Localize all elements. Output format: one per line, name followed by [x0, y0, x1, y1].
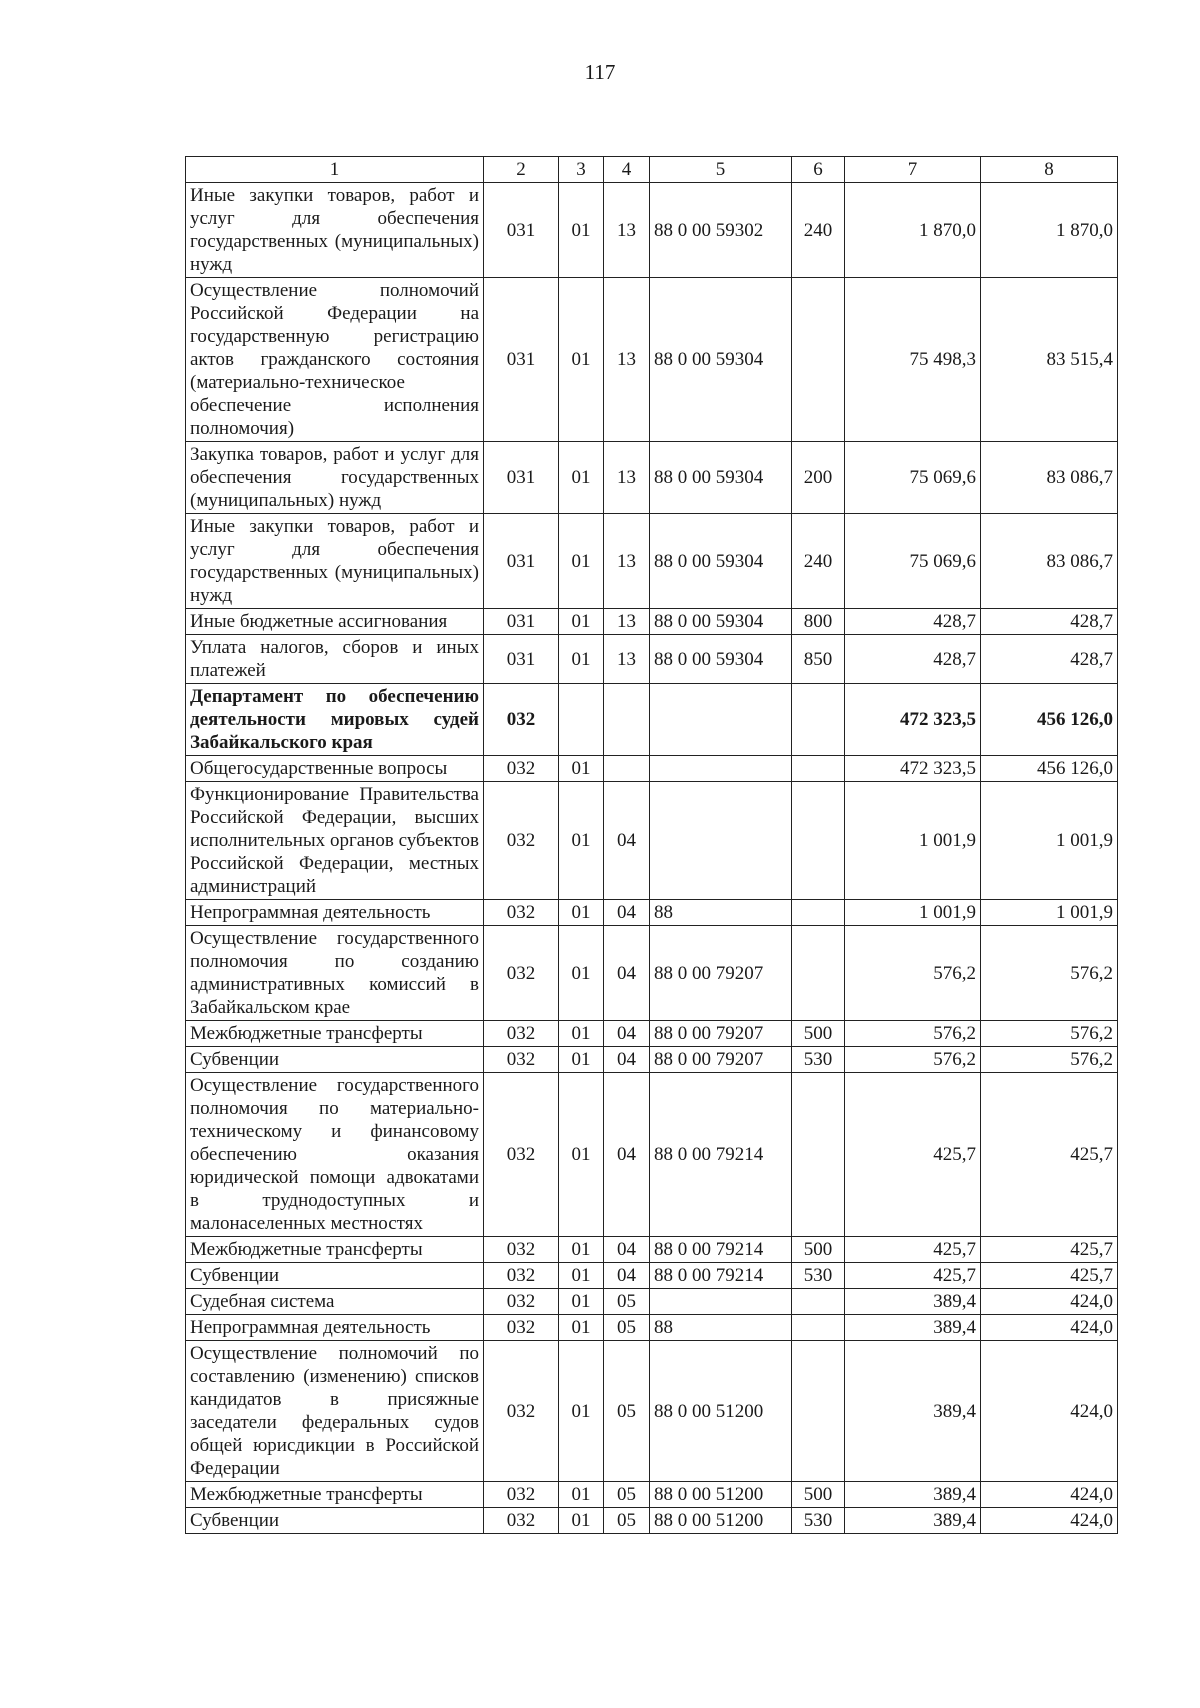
subsection-cell: 13	[604, 278, 650, 442]
admin-code-cell: 032	[484, 782, 559, 900]
expense-type-cell: 240	[792, 183, 845, 278]
table-row	[186, 782, 1118, 900]
subsection-cell: 04	[604, 900, 650, 926]
amount-year2-cell: 424,0	[981, 1289, 1118, 1315]
target-article-cell: 88 0 00 79214	[650, 1237, 792, 1263]
admin-code-cell: 032	[484, 1289, 559, 1315]
amount-year1-cell: 428,7	[845, 635, 981, 684]
expense-type-cell	[792, 926, 845, 1021]
amount-year2-cell: 576,2	[981, 1021, 1118, 1047]
section-cell: 01	[559, 278, 604, 442]
subsection-cell: 05	[604, 1508, 650, 1534]
subsection-cell: 05	[604, 1315, 650, 1341]
amount-year1-cell: 75 069,6	[845, 514, 981, 609]
column-header: 7	[845, 157, 981, 183]
amount-year1-cell: 576,2	[845, 1021, 981, 1047]
expense-type-cell: 200	[792, 442, 845, 514]
expense-type-cell	[792, 1073, 845, 1237]
table-row	[186, 1263, 1118, 1289]
row-name-cell: Иные закупки товаров, работ и услуг для обеспечения государственных (муниципальных) нужд	[186, 514, 484, 609]
row-name-cell: Осуществление полномочий Российской Федерации на государственную регистрацию актов гражданского состояния (материально-техническое обеспечение исполнения полномочия)	[186, 278, 484, 442]
section-cell: 01	[559, 1263, 604, 1289]
amount-year2-cell: 428,7	[981, 609, 1118, 635]
target-article-cell: 88 0 00 59304	[650, 442, 792, 514]
expense-type-cell: 850	[792, 635, 845, 684]
expense-type-cell	[792, 1289, 845, 1315]
table-row	[186, 926, 1118, 1021]
page-number: 117	[584, 60, 616, 84]
section-cell: 01	[559, 1289, 604, 1315]
amount-year2-cell: 83 086,7	[981, 442, 1118, 514]
amount-year1-cell: 425,7	[845, 1237, 981, 1263]
amount-year2-cell: 456 126,0	[981, 756, 1118, 782]
section-cell: 01	[559, 1237, 604, 1263]
amount-year1-cell: 389,4	[845, 1289, 981, 1315]
section-cell: 01	[559, 1482, 604, 1508]
section-cell: 01	[559, 183, 604, 278]
target-article-cell	[650, 1289, 792, 1315]
row-name-cell: Судебная система	[186, 1289, 484, 1315]
section-cell: 01	[559, 442, 604, 514]
section-cell: 01	[559, 1073, 604, 1237]
amount-year1-cell: 425,7	[845, 1073, 981, 1237]
subsection-cell: 04	[604, 782, 650, 900]
section-cell: 01	[559, 1047, 604, 1073]
section-cell: 01	[559, 514, 604, 609]
subsection-cell: 04	[604, 1073, 650, 1237]
subsection-cell: 13	[604, 183, 650, 278]
admin-code-cell: 032	[484, 1073, 559, 1237]
target-article-cell: 88 0 00 51200	[650, 1482, 792, 1508]
expense-type-cell	[792, 1315, 845, 1341]
subsection-cell: 04	[604, 1263, 650, 1289]
subsection-cell: 05	[604, 1289, 650, 1315]
admin-code-cell: 031	[484, 609, 559, 635]
row-name-cell: Непрограммная деятельность	[186, 900, 484, 926]
subsection-cell: 05	[604, 1482, 650, 1508]
section-cell: 01	[559, 1508, 604, 1534]
table-row	[186, 635, 1118, 684]
table-row	[186, 756, 1118, 782]
admin-code-cell: 032	[484, 1237, 559, 1263]
row-name-cell: Осуществление полномочий по составлению (изменению) списков кандидатов в присяжные заседатели федеральных судов общей юрисдикции в Российской Федерации	[186, 1341, 484, 1482]
amount-year1-cell: 425,7	[845, 1263, 981, 1289]
expense-type-cell: 530	[792, 1508, 845, 1534]
amount-year2-cell: 425,7	[981, 1237, 1118, 1263]
row-name-cell: Осуществление государственного полномочия по созданию административных комиссий в Забайкальском крае	[186, 926, 484, 1021]
table-row	[186, 442, 1118, 514]
expense-type-cell: 500	[792, 1237, 845, 1263]
row-name-cell: Межбюджетные трансферты	[186, 1021, 484, 1047]
amount-year2-cell: 1 001,9	[981, 900, 1118, 926]
section-cell: 01	[559, 782, 604, 900]
admin-code-cell: 031	[484, 183, 559, 278]
column-header: 3	[559, 157, 604, 183]
amount-year1-cell: 1 001,9	[845, 900, 981, 926]
row-name-cell: Субвенции	[186, 1263, 484, 1289]
table-row	[186, 1047, 1118, 1073]
row-name-cell: Уплата налогов, сборов и иных платежей	[186, 635, 484, 684]
table-row	[186, 1021, 1118, 1047]
table-row	[186, 1237, 1118, 1263]
section-cell: 01	[559, 1315, 604, 1341]
table-row	[186, 1341, 1118, 1482]
target-article-cell: 88 0 00 59304	[650, 278, 792, 442]
amount-year2-cell: 1 870,0	[981, 183, 1118, 278]
amount-year2-cell: 1 001,9	[981, 782, 1118, 900]
admin-code-cell: 032	[484, 1263, 559, 1289]
expense-type-cell: 500	[792, 1482, 845, 1508]
expense-type-cell: 800	[792, 609, 845, 635]
amount-year2-cell: 424,0	[981, 1508, 1118, 1534]
target-article-cell: 88 0 00 51200	[650, 1508, 792, 1534]
target-article-cell: 88 0 00 79214	[650, 1263, 792, 1289]
subsection-cell: 13	[604, 514, 650, 609]
subsection-cell: 04	[604, 926, 650, 1021]
table-row	[186, 1482, 1118, 1508]
expense-type-cell	[792, 756, 845, 782]
target-article-cell	[650, 782, 792, 900]
amount-year2-cell: 424,0	[981, 1315, 1118, 1341]
row-name-cell: Закупка товаров, работ и услуг для обеспечения государственных (муниципальных) нужд	[186, 442, 484, 514]
target-article-cell	[650, 756, 792, 782]
amount-year2-cell: 576,2	[981, 1047, 1118, 1073]
row-name-cell: Межбюджетные трансферты	[186, 1237, 484, 1263]
amount-year2-cell: 83 086,7	[981, 514, 1118, 609]
target-article-cell: 88 0 00 59302	[650, 183, 792, 278]
target-article-cell: 88 0 00 51200	[650, 1341, 792, 1482]
column-header: 8	[981, 157, 1118, 183]
amount-year1-cell: 472 323,5	[845, 684, 981, 756]
target-article-cell: 88 0 00 79207	[650, 1047, 792, 1073]
amount-year1-cell: 75 498,3	[845, 278, 981, 442]
admin-code-cell: 031	[484, 442, 559, 514]
admin-code-cell: 031	[484, 635, 559, 684]
amount-year1-cell: 75 069,6	[845, 442, 981, 514]
admin-code-cell: 032	[484, 1341, 559, 1482]
table-row	[186, 900, 1118, 926]
expense-type-cell: 530	[792, 1263, 845, 1289]
table-row	[186, 684, 1118, 756]
section-cell: 01	[559, 1021, 604, 1047]
target-article-cell: 88 0 00 79207	[650, 926, 792, 1021]
admin-code-cell: 032	[484, 1047, 559, 1073]
expense-type-cell	[792, 684, 845, 756]
subsection-cell: 13	[604, 442, 650, 514]
section-cell: 01	[559, 609, 604, 635]
subsection-cell: 05	[604, 1341, 650, 1482]
amount-year1-cell: 389,4	[845, 1508, 981, 1534]
section-cell: 01	[559, 756, 604, 782]
target-article-cell: 88 0 00 59304	[650, 609, 792, 635]
target-article-cell: 88 0 00 79207	[650, 1021, 792, 1047]
expense-type-cell	[792, 278, 845, 442]
table-header-row	[186, 157, 1118, 183]
row-name-cell: Межбюджетные трансферты	[186, 1482, 484, 1508]
column-header: 4	[604, 157, 650, 183]
amount-year2-cell: 424,0	[981, 1482, 1118, 1508]
subsection-cell: 04	[604, 1047, 650, 1073]
expense-type-cell: 240	[792, 514, 845, 609]
amount-year1-cell: 472 323,5	[845, 756, 981, 782]
target-article-cell: 88 0 00 59304	[650, 514, 792, 609]
admin-code-cell: 032	[484, 756, 559, 782]
section-cell: 01	[559, 926, 604, 1021]
amount-year1-cell: 1 001,9	[845, 782, 981, 900]
amount-year2-cell: 425,7	[981, 1073, 1118, 1237]
subsection-cell: 13	[604, 635, 650, 684]
table-row	[186, 1508, 1118, 1534]
row-name-cell: Субвенции	[186, 1508, 484, 1534]
section-cell: 01	[559, 1341, 604, 1482]
expense-type-cell	[792, 900, 845, 926]
section-cell	[559, 684, 604, 756]
row-name-cell: Непрограммная деятельность	[186, 1315, 484, 1341]
target-article-cell: 88 0 00 79214	[650, 1073, 792, 1237]
amount-year1-cell: 576,2	[845, 926, 981, 1021]
amount-year1-cell: 389,4	[845, 1341, 981, 1482]
admin-code-cell: 032	[484, 1482, 559, 1508]
target-article-cell: 88 0 00 59304	[650, 635, 792, 684]
column-header: 2	[484, 157, 559, 183]
admin-code-cell: 032	[484, 900, 559, 926]
subsection-cell	[604, 684, 650, 756]
admin-code-cell: 031	[484, 514, 559, 609]
amount-year1-cell: 428,7	[845, 609, 981, 635]
admin-code-cell: 031	[484, 278, 559, 442]
amount-year2-cell: 456 126,0	[981, 684, 1118, 756]
amount-year1-cell: 389,4	[845, 1315, 981, 1341]
admin-code-cell: 032	[484, 1315, 559, 1341]
section-cell: 01	[559, 635, 604, 684]
target-article-cell	[650, 684, 792, 756]
expense-type-cell	[792, 782, 845, 900]
subsection-cell: 04	[604, 1021, 650, 1047]
table-row	[186, 1315, 1118, 1341]
amount-year1-cell: 576,2	[845, 1047, 981, 1073]
table-row	[186, 514, 1118, 609]
admin-code-cell: 032	[484, 926, 559, 1021]
expense-type-cell: 500	[792, 1021, 845, 1047]
section-cell: 01	[559, 900, 604, 926]
target-article-cell: 88	[650, 900, 792, 926]
expense-type-cell	[792, 1341, 845, 1482]
admin-code-cell: 032	[484, 1508, 559, 1534]
admin-code-cell: 032	[484, 1021, 559, 1047]
row-name-cell: Функционирование Правительства Российской Федерации, высших исполнительных органов субъектов Российской Федерации, местных администраций	[186, 782, 484, 900]
row-name-cell: Осуществление государственного полномочия по материально-техническому и финансовому обеспечению оказания юридической помощи адвокатами в труднодоступных и малонаселенных местностях	[186, 1073, 484, 1237]
budget-table	[185, 156, 1118, 1534]
column-header: 5	[650, 157, 792, 183]
table-row	[186, 609, 1118, 635]
amount-year2-cell: 424,0	[981, 1341, 1118, 1482]
admin-code-cell: 032	[484, 684, 559, 756]
column-header: 1	[186, 157, 484, 183]
subsection-cell	[604, 756, 650, 782]
row-name-cell: Субвенции	[186, 1047, 484, 1073]
amount-year2-cell: 428,7	[981, 635, 1118, 684]
table-row	[186, 1073, 1118, 1237]
row-name-cell: Иные закупки товаров, работ и услуг для обеспечения государственных (муниципальных) нужд	[186, 183, 484, 278]
amount-year2-cell: 83 515,4	[981, 278, 1118, 442]
row-name-cell: Общегосударственные вопросы	[186, 756, 484, 782]
table-row	[186, 183, 1118, 278]
table-row	[186, 1289, 1118, 1315]
row-name-cell: Департамент по обеспечению деятельности мировых судей Забайкальского края	[186, 684, 484, 756]
expense-type-cell: 530	[792, 1047, 845, 1073]
subsection-cell: 04	[604, 1237, 650, 1263]
row-name-cell: Иные бюджетные ассигнования	[186, 609, 484, 635]
amount-year1-cell: 389,4	[845, 1482, 981, 1508]
amount-year2-cell: 576,2	[981, 926, 1118, 1021]
column-header: 6	[792, 157, 845, 183]
target-article-cell: 88	[650, 1315, 792, 1341]
amount-year2-cell: 425,7	[981, 1263, 1118, 1289]
amount-year1-cell: 1 870,0	[845, 183, 981, 278]
table-row	[186, 278, 1118, 442]
subsection-cell: 13	[604, 609, 650, 635]
